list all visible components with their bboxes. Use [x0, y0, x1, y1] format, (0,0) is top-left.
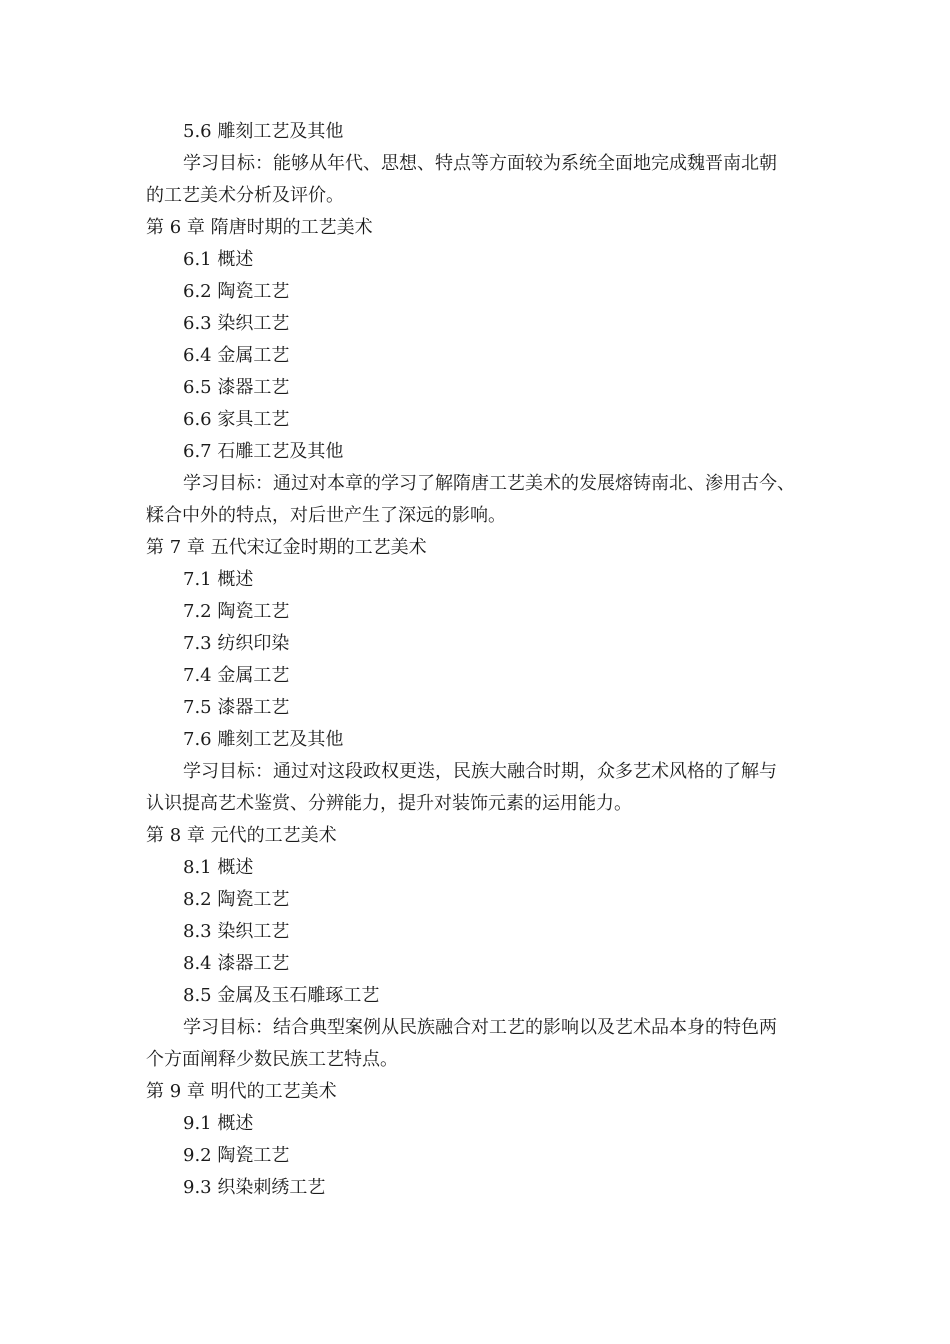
text-line: 的工艺美术分析及评价。 — [146, 185, 344, 206]
text-line: 6.1 概述 — [183, 249, 254, 270]
text-line: 6.2 陶瓷工艺 — [183, 281, 290, 302]
text-line: 6.5 漆器工艺 — [183, 377, 290, 398]
text-line: 学习目标：结合典型案例从民族融合对工艺的影响以及艺术品本身的特色两 — [183, 1017, 777, 1038]
text-line: 8.2 陶瓷工艺 — [183, 889, 290, 910]
text-line: 6.7 石雕工艺及其他 — [183, 441, 344, 462]
text-line: 6.3 染织工艺 — [183, 313, 290, 334]
text-line: 7.6 雕刻工艺及其他 — [183, 729, 344, 750]
text-line: 学习目标：通过对这段政权更迭，民族大融合时期，众多艺术风格的了解与 — [183, 761, 777, 782]
text-line: 第 8 章 元代的工艺美术 — [146, 825, 337, 846]
text-line: 个方面阐释少数民族工艺特点。 — [146, 1049, 398, 1070]
text-line: 7.2 陶瓷工艺 — [183, 601, 290, 622]
text-line: 7.1 概述 — [183, 569, 254, 590]
text-line: 8.4 漆器工艺 — [183, 953, 290, 974]
text-line: 8.1 概述 — [183, 857, 254, 878]
document-body — [146, 116, 816, 1204]
text-line: 认识提高艺术鉴赏、分辨能力，提升对装饰元素的运用能力。 — [146, 793, 632, 814]
text-line: 9.3 织染刺绣工艺 — [183, 1177, 326, 1198]
text-line: 学习目标：能够从年代、思想、特点等方面较为系统全面地完成魏晋南北朝 — [183, 153, 777, 174]
text-line: 8.5 金属及玉石雕琢工艺 — [183, 985, 380, 1006]
text-line: 9.2 陶瓷工艺 — [183, 1145, 290, 1166]
text-line: 5.6 雕刻工艺及其他 — [183, 121, 344, 142]
text-line: 6.6 家具工艺 — [183, 409, 290, 430]
text-line: 第 9 章 明代的工艺美术 — [146, 1081, 337, 1102]
text-line: 第 6 章 隋唐时期的工艺美术 — [146, 217, 373, 238]
text-line: 7.4 金属工艺 — [183, 665, 290, 686]
text-line: 学习目标：通过对本章的学习了解隋唐工艺美术的发展熔铸南北、渗用古今、 — [183, 473, 795, 494]
text-line: 糅合中外的特点，对后世产生了深远的影响。 — [146, 505, 506, 526]
text-line: 7.3 纺织印染 — [183, 633, 290, 654]
text-line: 8.3 染织工艺 — [183, 921, 290, 942]
text-line: 7.5 漆器工艺 — [183, 697, 290, 718]
text-line: 9.1 概述 — [183, 1113, 254, 1134]
text-line: 6.4 金属工艺 — [183, 345, 290, 366]
text-line: 第 7 章 五代宋辽金时期的工艺美术 — [146, 537, 427, 558]
